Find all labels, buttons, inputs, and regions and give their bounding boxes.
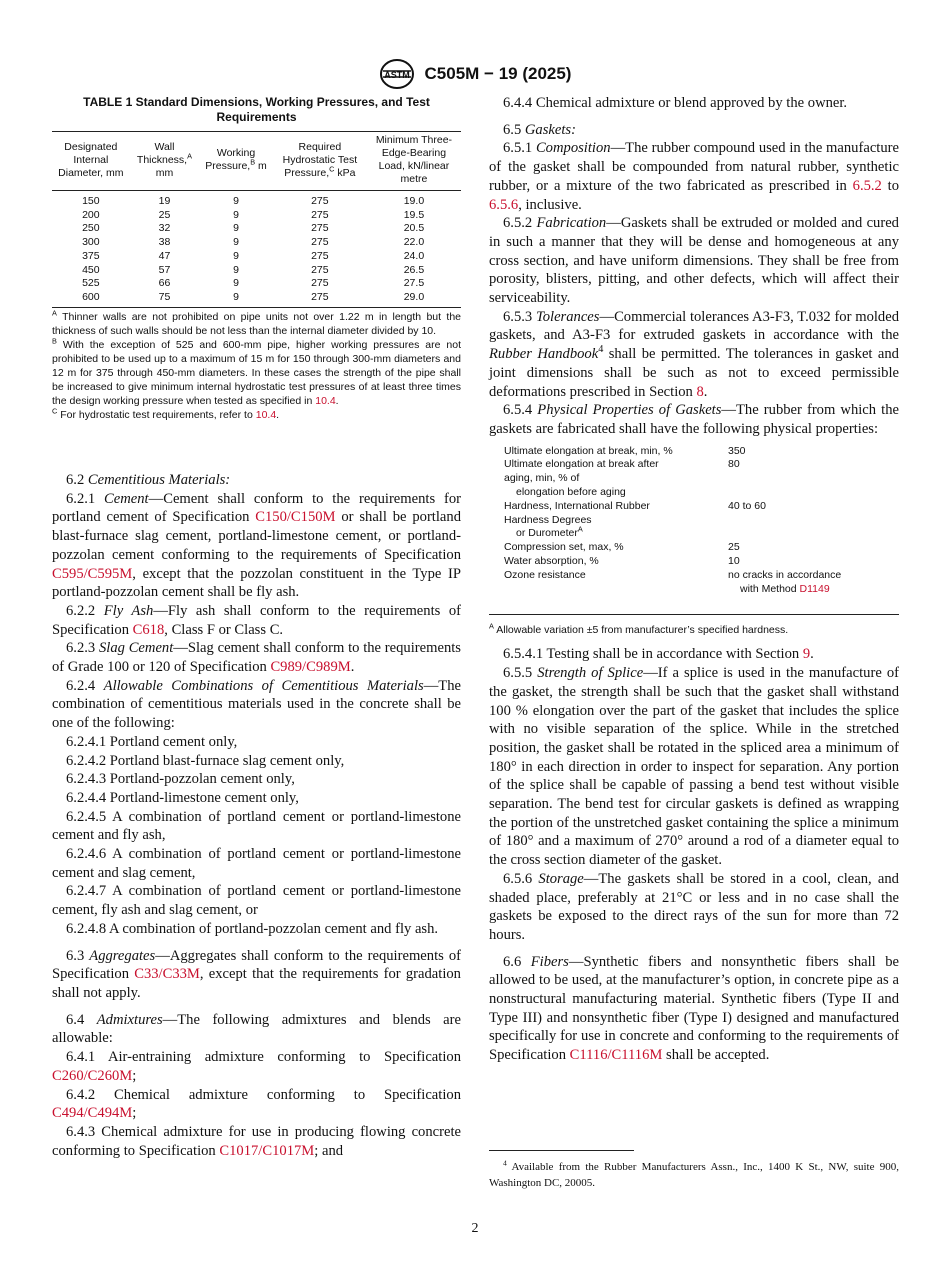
table-row: 200 25 9 275 19.5 (82, 208, 425, 221)
table-header: Working Pressure,$^B$ m (199, 132, 273, 191)
section-6-4-4: 6.4.4 Chemical admixture or blend approved by the owner. (503, 95, 848, 111)
table-note-a: $^A$ Allowable variation ±5 from manufacturer’s specified hardness. (489, 621, 789, 637)
spec-link[interactable]: C1017/C1017M (219, 1142, 315, 1159)
table-row: Compression set, max, % 25 (504, 541, 740, 554)
section-6-4: 6.4 Admixtures—The following admixtures and blends are allowable: (52, 1011, 461, 1047)
table-row: 150 19 9 275 19.0 (82, 195, 425, 207)
table-header: Designated Internal Diameter, mm (52, 132, 130, 191)
table-row: elongation before aging (516, 486, 626, 499)
table-note-c: $^C$ For hydrostatic test requirements, refer to 10.4. (52, 406, 280, 421)
footnote-text: $^4$ Available from the Rubber Manufacturers Assn., Inc., 1400 K St., NW, suite 900, Washington DC, 20005. (489, 1158, 899, 1189)
section-6-5-2: 6.5.2 Fabrication—Gaskets shall be extruded or molded and cured in such a manner that they will be dense and homogeneous at any cross section, and have uniform dimensions. They shall be free from porosity, blisters, pitting, and other defects, which will affect their serviceability. (489, 215, 899, 307)
list-item: 6.2.4.4 Portland-limestone cement only, (66, 789, 299, 806)
table-note-a: $^A$ Thinner walls are not prohibited on pipe units not over 1.22 m in length but the thickness of such walls should be not less than the internal diameter divided by 10. (52, 308, 461, 337)
table-row: Ozone resistance no cracks in accordance (504, 568, 842, 581)
list-item: 6.2.4.1 Portland cement only, (66, 733, 238, 750)
section-link[interactable]: 8 (696, 383, 704, 400)
section-6-4-3: 6.4.3 Chemical admixture for use in producing flowing concrete conforming to Specification C1017/C1017M; and (52, 1123, 461, 1159)
section-6-5-3: 6.5.3 Tolerances—Commercial tolerances A3-F3, T.032 for molded gaskets, and A3-F3 for extruded gaskets in accordance with the Rubber Handbook$^4$ shall be permitted. The tolerances in gasket and joint dimensions shall be such as not to exceed permissible deformations prescribed in Section 8. (489, 308, 899, 400)
list-item: 6.2.4.7 A combination of portland cement or portland-limestone cement, fly ash and slag cement, or (52, 883, 461, 919)
section-6-6: 6.6 Fibers—Synthetic fibers and nonsynthetic fibers shall be allowed to be used, at the manufacturer’s option, in concrete pipe as a nonstructural manufacturing material. Synthetic fibers (Type II and Type III) and nonsynthetic fiber (Type I) designed and manufactured specifically for use in concrete and conforming to the requirements of Specification C1116/C1116M shall be accepted. (489, 953, 900, 1064)
table-note-b: $^B$ With the exception of 525 and 600-mm pipe, higher working pressures are not prohibited to be used up to a maximum of 15 m for 150 through 300-mm diameters and 12 m for 375 through 450-mm diameters. In these cases the strength of the pipe shall be increased to give minimum internal hydrostatic test pressures of at least three times the design working pressure when tested as specified in 10.4. (52, 336, 461, 407)
table-caption: TABLE 1 Standard Dimensions, Working Pressures, and Test Requirements (83, 95, 430, 124)
table-row: Water absorption, % 10 (504, 555, 740, 568)
footnote-divider (489, 1150, 634, 1151)
table-row: 450 57 9 275 26.5 (82, 263, 425, 276)
list-item: 6.2.4.6 A combination of portland cement or portland-limestone cement and slag cement, (52, 846, 461, 881)
spec-link[interactable]: C260/C260M (52, 1067, 133, 1084)
table-row: Hardness Degrees (504, 513, 592, 526)
table-row: or Durometer$^A$ (516, 524, 583, 540)
table-row: Ultimate elongation at break, min, % 350 (504, 444, 746, 457)
dimensions-table (52, 131, 461, 308)
spec-link[interactable]: C494/C494M (52, 1105, 133, 1122)
table-row: 525 66 9 275 27.5 (82, 277, 425, 290)
right-column (489, 94, 899, 1065)
section-6-5-4: 6.5.4 Physical Properties of Gaskets—The rubber from which the gaskets are fabricated shall have the following physical properties: (489, 402, 899, 437)
section-6-2: 6.2 Cementitious Materials: (66, 472, 231, 488)
spec-link[interactable]: C618 (132, 621, 165, 638)
section-link[interactable]: 10.4 (315, 395, 336, 407)
section-link[interactable]: 6.5.6 (489, 196, 519, 213)
properties-table (489, 445, 899, 597)
section-link[interactable]: 6.5.2 (852, 177, 882, 194)
section-6-5-4-1: 6.5.4.1 Testing shall be in accordance with Section 9. (503, 646, 814, 663)
table-header: Wall Thickness,$^A$ mm (130, 132, 200, 191)
document-designation: C505M − 19 (2025) (424, 64, 572, 83)
astm-logo-icon (379, 58, 415, 90)
section-6-5-6: 6.5.6 Storage—The gaskets shall be stored in a cool, clean, and shaded place, preferably at 21°C or less and in no case shall the gaskets be exposed to the direct rays of the sun for more than 72 hours. (489, 870, 899, 943)
table-header: Minimum Three-Edge-Bearing Load, kN/linear metre (367, 132, 461, 191)
section-6-2-1: 6.2.1 Cement—Cement shall conform to the requirements for portland cement of Specification C150/C150M or shall be portland blast-furnace slag cement, portland-limestone cement, or portland-pozzolan cement conforming to the requirements of Specification C595/C595M, except that the pozzolan constituent in the Type IP portland-pozzolan cement shall be fly ash. (52, 490, 461, 601)
section-6-2-3: 6.2.3 Slag Cement—Slag cement shall conform to the requirements of Grade 100 or 120 of Specification C989/C989M. (52, 640, 461, 676)
section-6-2-4: 6.2.4 Allowable Combinations of Cementitious Materials—The combination of cementitious materials used in the concrete shall be one of the following: (52, 677, 461, 732)
spec-link[interactable]: C595/C595M (52, 565, 133, 582)
table-row: Hardness, International Rubber 40 to 60 (504, 499, 766, 512)
table-notes (52, 310, 461, 422)
section-link[interactable]: 10.4 (255, 409, 277, 421)
table-header: Required Hydrostatic Test Pressure,$^C$ kPa (273, 132, 367, 191)
section-6-5-1: 6.5.1 Composition—The rubber compound used in the manufacture of the gasket shall be compounded from natural rubber, synthetic rubber, or a mixture of the two fabricated as prescribed in 6.5.2 to 6.5.6, inclusive. (489, 140, 899, 213)
left-column (52, 471, 461, 1160)
section-6-4-1: 6.4.1 Air-entraining admixture conforming to Specification C260/C260M; (52, 1049, 461, 1084)
spec-link[interactable]: C1116/C1116M (569, 1047, 663, 1064)
list-item: 6.2.4.3 Portland-pozzolan cement only, (66, 771, 295, 788)
spec-link[interactable]: D1149 (799, 582, 830, 595)
section-6-3: 6.3 Aggregates—Aggregates shall conform to the requirements of Specification C33/C33M, except that the requirements for gradation shall not apply. (52, 947, 461, 1001)
page-number: 2 (471, 1221, 479, 1236)
page-header (0, 58, 950, 90)
section-link[interactable]: 9 (802, 646, 811, 663)
section-6-5-5: 6.5.5 Strength of Splice—If a splice is used in the manufacture of the gasket, the strength shall be such that the gasket shall withstand 100 % elongation over the part of the gasket that includes the splice with no visible separation of the splice. While in the stretched position, the gasket shall be rotated in the spliced area a minimum of 180° in each direction in order to inspect for separation. Any portion of the splice shall be capable of passing a bend test without visible separation. The bend test for circular gaskets is defined as wrapping the portion of the unstretched gasket containing the splice a minimum of 180° and a maximum of 270° around a rod of a diameter equal to the cross section diameter of the gasket. (489, 665, 899, 869)
svg-text:ASTM: ASTM (383, 70, 410, 80)
footnote (489, 1150, 899, 1191)
table-row: 600 75 9 275 29.0 (52, 291, 461, 307)
section-6-4-2: 6.4.2 Chemical admixture conforming to Specification C494/C494M; (52, 1086, 461, 1122)
table-row: with Method D1149 (740, 582, 830, 595)
divider (489, 614, 899, 615)
list-item: 6.2.4.2 Portland blast-furnace slag cement only, (66, 752, 345, 769)
spec-link[interactable]: C989/C989M (270, 659, 351, 676)
spec-link[interactable]: C150/C150M (255, 509, 336, 526)
table-row: aging, min, % of (504, 472, 580, 485)
spec-link[interactable]: C33/C33M (134, 966, 200, 983)
list-item: 6.2.4.8 A combination of portland-pozzolan cement and fly ash. (66, 920, 439, 937)
table-row: 250 32 9 275 20.5 (82, 222, 425, 235)
table-row: 300 38 9 275 22.0 (82, 236, 425, 249)
section-6-5: 6.5 Gaskets: (503, 121, 576, 138)
table-row: 375 47 9 275 24.0 (82, 249, 425, 262)
section-6-2-2: 6.2.2 Fly Ash—Fly ash shall conform to the requirements of Specification C618, Class F or Class C. (52, 602, 461, 638)
list-item: 6.2.4.5 A combination of portland cement or portland-limestone cement and fly ash, (52, 808, 461, 844)
table-row: Ultimate elongation at break after 80 (504, 458, 740, 471)
